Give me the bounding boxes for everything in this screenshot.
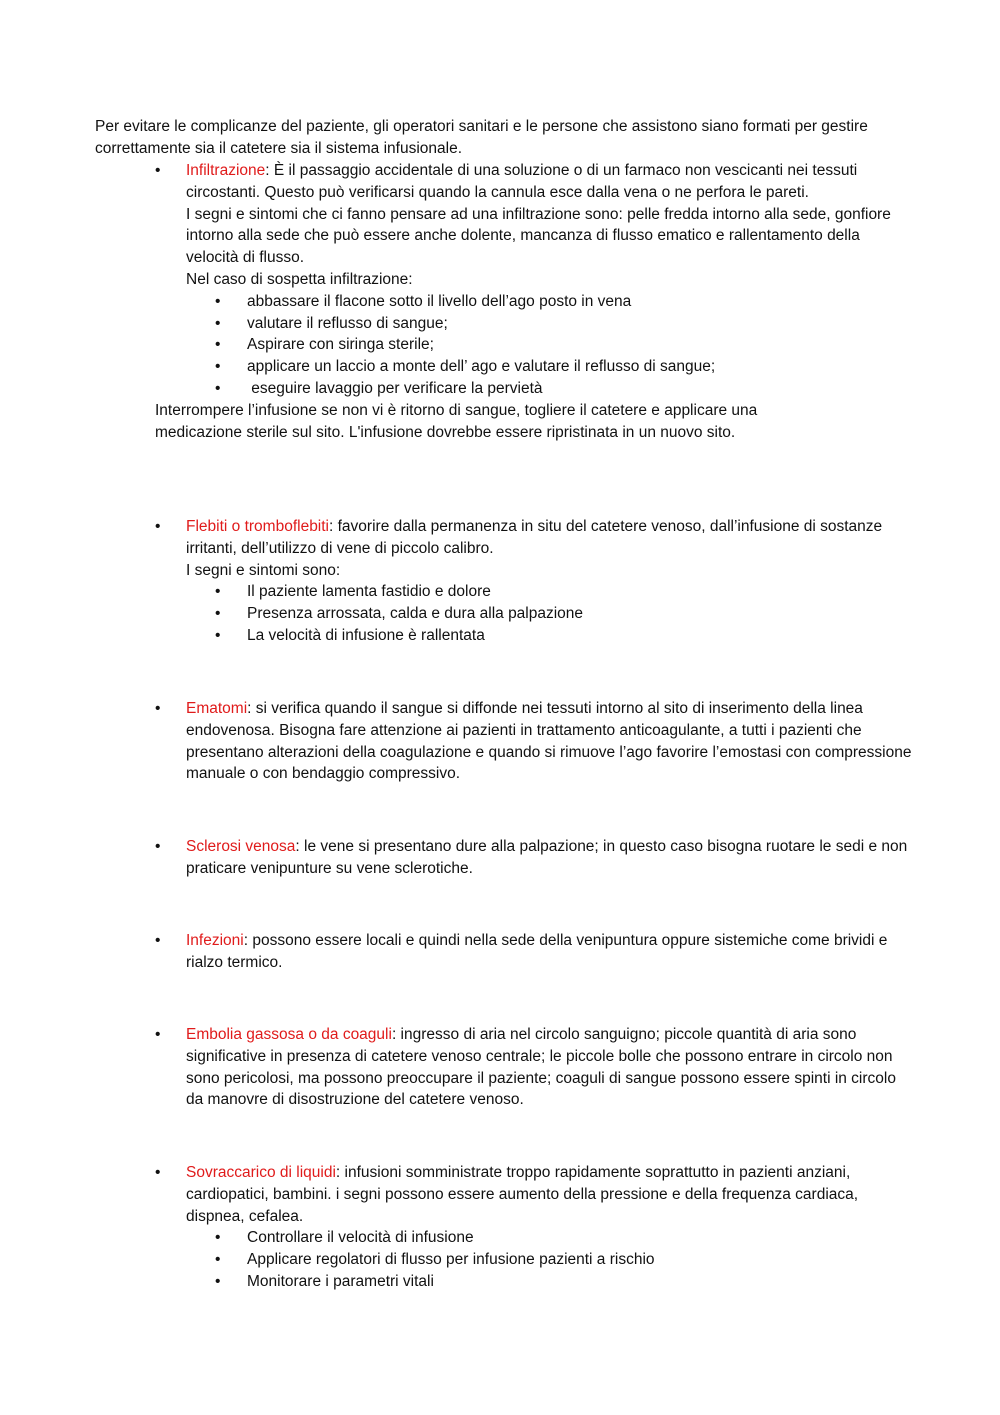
- sub-list-item: [215, 291, 895, 313]
- item-term: Sclerosi venosa: [186, 838, 296, 855]
- item-text: : infusioni somministrate troppo rapidamente soprattutto in pazienti anziani, cardiopatici, bambini. i segni possono essere aumento della pressione e della frequenza cardiaca, dispnea, cefalea.: [186, 1164, 859, 1225]
- item-text: : favorire dalla permanenza in situ del catetere venoso, dall’infusione di sostanze irritanti, dell’utilizzo di vene di piccolo calibro.: [186, 518, 883, 557]
- bullet-icon: •: [155, 1026, 161, 1043]
- sub-item-text: valutare il reflusso di sangue;: [247, 314, 448, 332]
- bullet-icon: •: [215, 1272, 221, 1290]
- sub-list-item: [215, 356, 895, 378]
- sub-list: [0, 1227, 915, 1292]
- sub-item-text: Il paziente lamenta fastidio e dolore: [247, 583, 491, 601]
- intro-paragraph: Per evitare le complicanze del paziente, gli operatori sanitari e le persone che assistono siano formati per gestire correttamente sia il catetere sia il sistema infusionale.: [95, 118, 868, 157]
- item-paragraph-2: I segni e sintomi che ci fanno pensare ad una infiltrazione sono: pelle fredda intorno alla sede, gonfiore intorno alla sede che può essere anche dolente, mancanza di flusso ematico e rallentamento della velocità di flusso.: [186, 205, 891, 267]
- item-text: : È il passaggio accidentale di una soluzione o di un farmaco non vescicanti nei tessuti circostanti. Questo può verificarsi quando la cannula esce dalla vena o ne perfora le pareti.: [186, 162, 858, 201]
- sub-list-item: [215, 625, 895, 647]
- bullet-icon: •: [215, 379, 221, 397]
- item-text: : le vene si presentano dure alla palpazione; in questo caso bisogna ruotare le sedi e non praticare venipunture su vene sclerotiche.: [186, 838, 908, 877]
- bullet-icon: •: [215, 358, 221, 376]
- item-term: Sovraccarico di liquidi: [186, 1164, 336, 1181]
- item-paragraph: [186, 160, 915, 204]
- sub-list-item: [215, 1271, 895, 1293]
- bullet-icon: •: [215, 336, 221, 354]
- bullet-icon: •: [155, 838, 161, 855]
- item-term: Infiltrazione: [186, 162, 266, 179]
- sub-list: [0, 581, 915, 646]
- bullet-icon: •: [215, 1229, 221, 1247]
- item-term: Flebiti o tromboflebiti: [186, 518, 330, 535]
- sub-item-text: applicare un laccio a monte dell’ ago e valutare il reflusso di sangue;: [247, 358, 716, 376]
- list-item-sovraccarico-liquidi: [155, 1162, 915, 1293]
- item-paragraph: [186, 836, 915, 880]
- item-paragraph: [186, 1024, 915, 1111]
- sub-list-item: [215, 581, 895, 603]
- sub-list-item: [215, 1249, 895, 1271]
- item-paragraph-2: I segni e sintomi sono:: [186, 561, 341, 579]
- bullet-icon: •: [155, 518, 161, 535]
- item-text: : possono essere locali e quindi nella sede della venipuntura oppure sistemiche come brividi e rialzo termico.: [186, 932, 888, 971]
- bullet-icon: •: [155, 162, 161, 179]
- sub-item-text: Monitorare i parametri vitali: [247, 1272, 434, 1290]
- bullet-icon: •: [155, 700, 161, 717]
- bullet-icon: •: [215, 1251, 221, 1269]
- item-paragraph: [186, 930, 915, 974]
- item-paragraph: [186, 1162, 915, 1227]
- sub-item-text: Controllare il velocità di infusione: [247, 1229, 474, 1247]
- sub-item-text: Applicare regolatori di flusso per infusione pazienti a rischio: [247, 1251, 655, 1269]
- bullet-icon: •: [155, 1164, 161, 1181]
- item-text: : si verifica quando il sangue si diffonde nei tessuti intorno al sito di inserimento della linea endovenosa. Bisogna fare attenzione ai pazienti in trattamento anticoagulante, a tutti i pazienti che presentano alterazioni della coagulazione e quando si rimuove l’ago favorire l’emostasi con compressione manuale o con bendaggio compressivo.: [186, 700, 912, 783]
- item-paragraph: [186, 516, 915, 560]
- list-item-embolia: [155, 1024, 915, 1111]
- sub-item-text: abbassare il flacone sotto il livello dell’ago posto in vena: [247, 292, 632, 310]
- list-item-sclerosi-venosa: [155, 836, 915, 880]
- bullet-icon: •: [155, 932, 161, 949]
- sub-list-item: [215, 378, 895, 400]
- sub-item-text: eseguire lavaggio per verificare la pervietà: [247, 379, 543, 397]
- item-term: Ematomi: [186, 700, 248, 717]
- sub-item-text: La velocità di infusione è rallentata: [247, 626, 485, 644]
- item-paragraph: [186, 698, 915, 785]
- bullet-icon: •: [215, 626, 221, 644]
- item-term: Infezioni: [186, 932, 244, 949]
- bullet-icon: •: [215, 583, 221, 601]
- sub-list-item: [215, 334, 895, 356]
- list-item-infiltrazione: [155, 160, 915, 443]
- sub-list: [0, 291, 915, 400]
- sub-list-item: [215, 603, 895, 625]
- sub-list-item: [215, 1227, 895, 1249]
- sub-list-item: [215, 313, 895, 335]
- item-paragraph-3: Nel caso di sospetta infiltrazione:: [186, 270, 413, 288]
- sub-item-text: Aspirare con siringa sterile;: [247, 336, 434, 354]
- bullet-icon: •: [215, 605, 221, 623]
- item-closing-paragraph: Interrompere l’infusione se non vi è ritorno di sangue, togliere il catetere e applicare una medicazione sterile sul sito. L'infusione dovrebbe essere ripristinata in un nuovo sito.: [155, 401, 758, 441]
- item-term: Embolia gassosa o da coaguli: [186, 1026, 392, 1043]
- bullet-icon: •: [215, 314, 221, 332]
- list-item-flebiti: [155, 516, 915, 647]
- item-text: : ingresso di aria nel circolo sanguigno; piccole quantità di aria sono significative in presenza di catetere venoso centrale; le piccole bolle che possono entrare in circolo non sono pericolosi, ma possono preoccupare il paziente; coaguli di sangue possono essere spinti in circolo da manovre di disostruzione del catetere venoso.: [186, 1026, 896, 1109]
- list-item-ematomi: [155, 698, 915, 785]
- sub-item-text: Presenza arrossata, calda e dura alla palpazione: [247, 605, 584, 623]
- list-item-infezioni: [155, 930, 915, 974]
- bullet-icon: •: [215, 292, 221, 310]
